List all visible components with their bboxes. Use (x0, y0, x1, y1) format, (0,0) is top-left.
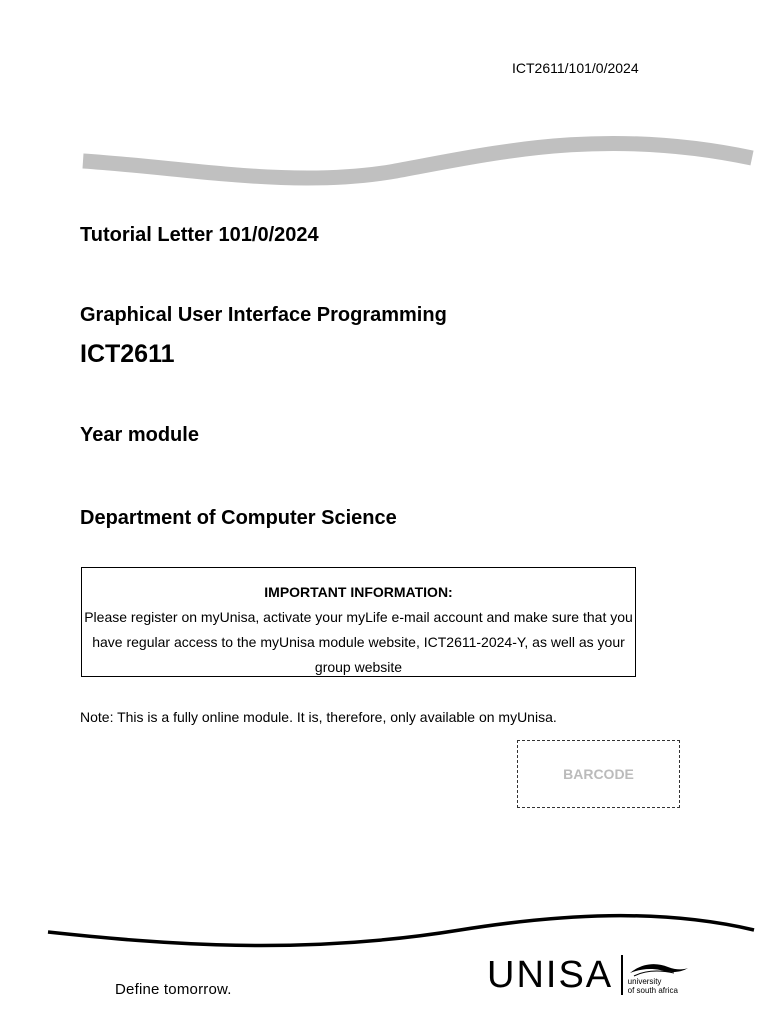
tutorial-letter-title: Tutorial Letter 101/0/2024 (80, 224, 319, 246)
logo-text-university: university (627, 977, 662, 986)
important-information-box (81, 567, 636, 677)
logo-side-block (628, 955, 690, 995)
unisa-tagline: Define tomorrow. (115, 981, 232, 998)
module-code: ICT2611 (80, 340, 175, 368)
barcode-placeholder (517, 740, 680, 808)
bottom-swoosh-decoration (40, 900, 760, 950)
unisa-logo (487, 955, 690, 995)
logo-divider (621, 955, 623, 995)
bird-wing-icon (628, 961, 690, 977)
important-information-title: IMPORTANT INFORMATION: (264, 584, 453, 600)
document-reference: ICT2611/101/0/2024 (512, 60, 639, 76)
logo-text-south-africa: of south africa (627, 986, 678, 995)
unisa-logo-wordmark: UNISA (487, 954, 614, 996)
barcode-label: BARCODE (563, 766, 634, 782)
online-module-note: Note: This is a fully online module. It is, therefore, only available on myUnisa. (80, 709, 557, 725)
important-information-line: have regular access to the myUnisa module website, ICT2611-2024-Y, as well as your (92, 634, 625, 650)
module-name: Graphical User Interface Programming (80, 304, 447, 326)
important-information-line: Please register on myUnisa, activate your myLife e-mail account and make sure that you (84, 609, 633, 625)
module-type: Year module (80, 424, 199, 446)
department-name: Department of Computer Science (80, 507, 397, 529)
top-swoosh-decoration (80, 128, 756, 198)
important-information-line: group website (314, 659, 403, 675)
